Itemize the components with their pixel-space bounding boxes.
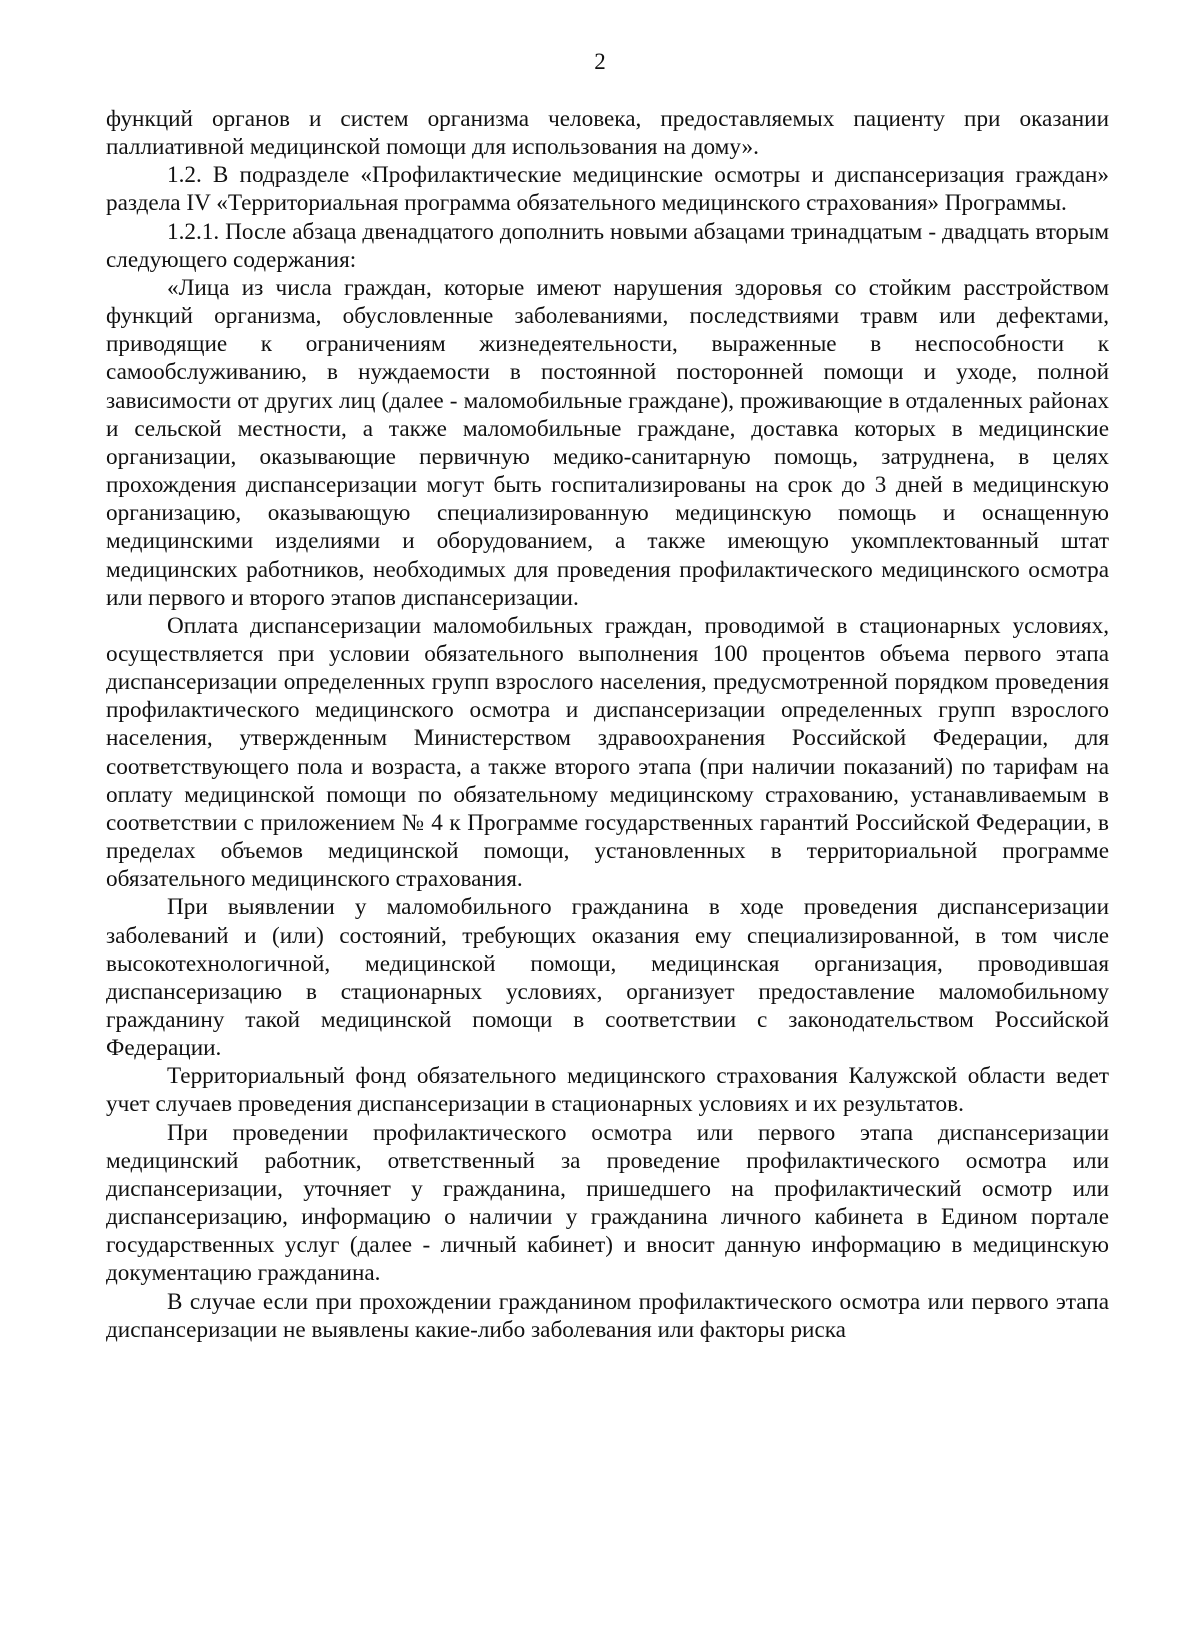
document-body (106, 105, 1109, 1344)
paragraph-section-1-2: 1.2. В подразделе «Профилактические медицинские осмотры и диспансеризация граждан» раздела IV «Территориальная программа обязательного медицинского страхования» Программы. (106, 162, 1109, 217)
paragraph-territorial-fund: Территориальный фонд обязательного медицинского страхования Калужской области ведет учет случаев проведения диспансеризации в стационарных условиях и их результатов. (106, 1063, 1109, 1118)
page-number: 2 (594, 49, 606, 74)
paragraph-continuation: функций органов и систем организма человека, предоставляемых пациенту при оказании паллиативной медицинской помощи для использования на дому». (106, 106, 1109, 161)
paragraph-personal-account: При проведении профилактического осмотра или первого этапа диспансеризации медицинский работник, ответственный за проведение профилактического осмотра или диспансеризации, уточняет у гражданина, пришедшего на профилактический осмотр или диспансеризацию, информацию о наличии у гражданина личного кабинета в Едином портале государственных услуг (далее - личный кабинет) и вносит данную информацию в медицинскую документацию гражданина. (106, 1119, 1109, 1287)
paragraph-section-1-2-1: 1.2.1. После абзаца двенадцатого дополнить новыми абзацами тринадцатым - двадцать вторым следующего содержания: (106, 218, 1109, 273)
paragraph-detection: При выявлении у маломобильного гражданина в ходе проведения диспансеризации заболеваний и (или) состояний, требующих оказания ему специализированной, в том числе высокотехнологичной, медицинской помощи, медицинская организация, проводившая диспансеризацию в стационарных условиях, организует предоставление маломобильному гражданину такой медицинской помощи в соответствии с законодательством Российской Федерации. (106, 894, 1109, 1062)
paragraph-payment: Оплата диспансеризации маломобильных граждан, проводимой в стационарных условиях, осуществляется при условии обязательного выполнения 100 процентов объема первого этапа диспансеризации определенных групп взрослого населения, предусмотренной порядком проведения профилактического медицинского осмотра и диспансеризации определенных групп взрослого населения, утвержденным Министерством здравоохранения Российской Федерации, для соответствующего пола и возраста, а также второго этапа (при наличии показаний) по тарифам на оплату медицинской помощи по обязательному медицинскому страхованию, устанавливаемым в соответствии с приложением № 4 к Программе государственных гарантий Российской Федерации, в пределах объемов медицинской помощи, установленных в территориальной программе обязательного медицинского страхования. (106, 612, 1109, 893)
paragraph-immobile-citizens: «Лица из числа граждан, которые имеют нарушения здоровья со стойким расстройством функций организма, обусловленные заболеваниями, последствиями травм или дефектами, приводящие к ограничениям жизнедеятельности, выраженные в неспособности к самообслуживанию, в нуждаемости в постоянной посторонней помощи и уходе, полной зависимости от других лиц (далее - маломобильные граждане), проживающие в отдаленных районах и сельской местности, а также маломобильные граждане, доставка которых в медицинские организации, оказывающие первичную медико-санитарную помощь, затруднена, в целях прохождения диспансеризации могут быть госпитализированы на срок до 3 дней в медицинскую организацию, оказывающую специализированную медицинскую помощь и оснащенную медицинскими изделиями и оборудованием, а также имеющую укомплектованный штат медицинских работников, необходимых для проведения профилактического медицинского осмотра или первого и второго этапов диспансеризации. (106, 274, 1109, 611)
paragraph-no-risk-factors: В случае если при прохождении гражданином профилактического осмотра или первого этапа диспансеризации не выявлены какие-либо заболевания или факторы риска (106, 1288, 1109, 1343)
